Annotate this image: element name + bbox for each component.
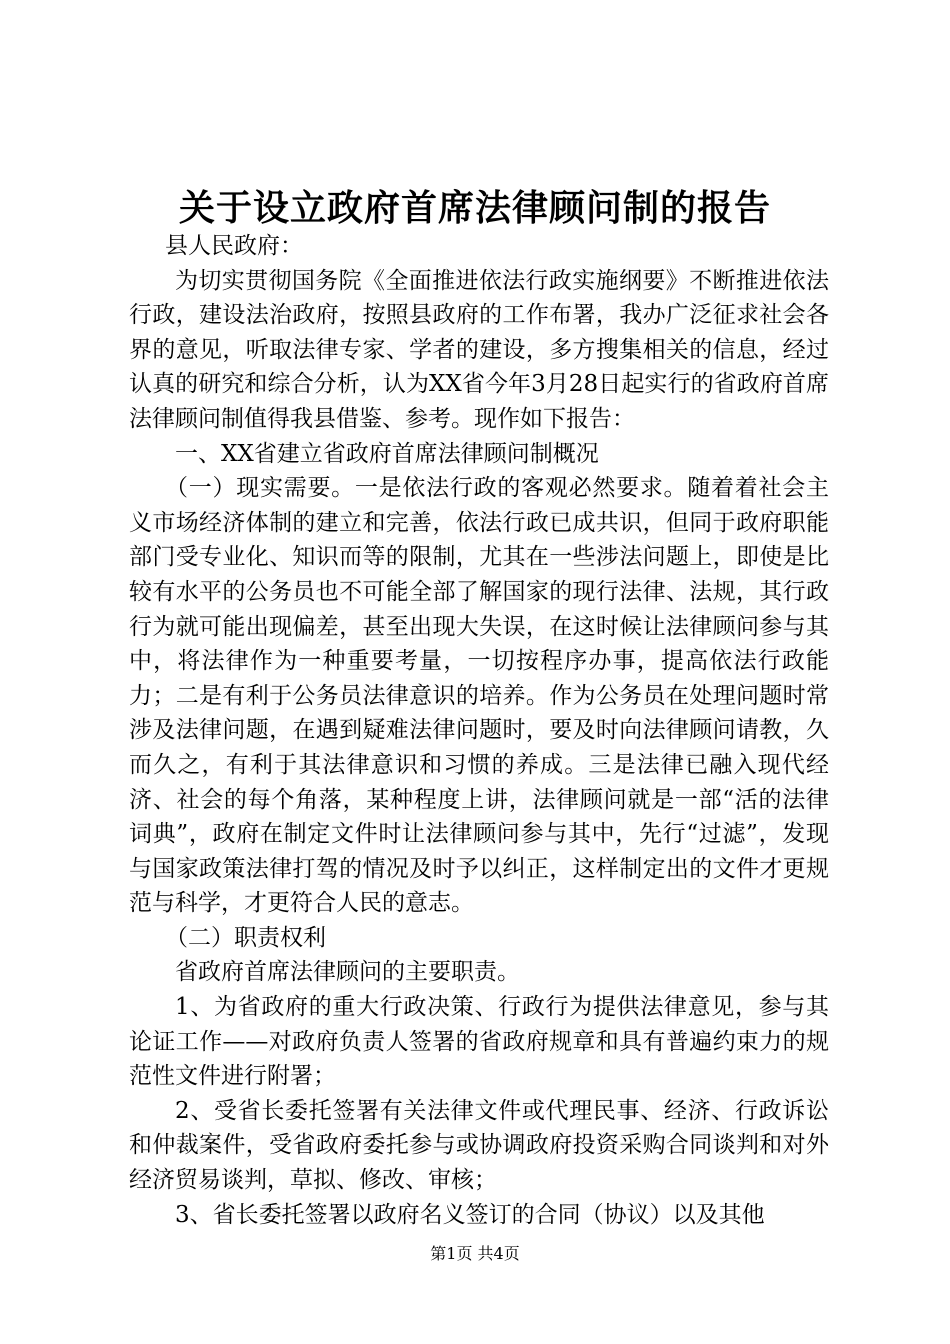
duty-item-2: 2、受省长委托签署有关法律文件或代理民事、经济、行政诉讼和仲裁案件，受省政府委托参与或协调政府投资采购合同谈判和对外经济贸易谈判，草拟、修改、审核； (129, 1097, 829, 1194)
subsection-1-paragraph: （一）现实需要。一是依法行政的客观必然要求。随着着社会主义市场经济体制的建立和完善，依法行政已成共识，但同于政府职能部门受专业化、知识而等的限制，尤其在一些涉法问题上，即使是比较有水平的公务员也不可能全部了解国家的现行法律、法规，其行政行为就可能出现偏差，甚至出现大失误，在这时候让法律顾问参与其中，将法律作为一种重要考量，一切按程序办事，提高依法行政能力；二是有利于公务员法律意识的培养。作为公务员在处理问题时常涉及法律问题，在遇到疑难法律问题时，要及时向法律顾问请教，久而久之，有利于其法律意识和习惯的养成。三是法律已融入现代经济、社会的每个角落，某种程度上讲，法律顾问就是一部“活的法律词典”，政府在制定文件时让法律顾问参与其中，先行“过滤”，发现与国家政策法律打驾的情况及时予以纠正，这样制定出的文件才更规范与科学，才更符合人民的意志。 (129, 475, 829, 917)
intro-paragraph: 为切实贯彻国务院《全面推进依法行政实施纲要》不断推进依法行政，建设法治政府，按照县政府的工作布署，我办广泛征求社会各界的意见，听取法律专家、学者的建设，多方搜集相关的信息，经过认真的研究和综合分析，认为XX省今年3月28日起实行的省政府首席法律顾问制值得我县借鉴、参考。现作如下报告： (129, 267, 829, 432)
salutation-paragraph: 县人民政府： (165, 233, 303, 259)
section-heading-1: 一、XX省建立省政府首席法律顾问制概况 (175, 440, 599, 467)
duty-item-3: 3、省长委托签署以政府名义签订的合同（协议）以及其他 (175, 1201, 765, 1228)
page-footer: 第1页 共4页 (430, 1244, 520, 1263)
subsection-heading-2: （二）职责权利 (165, 924, 326, 951)
duties-intro-paragraph: 省政府首席法律顾问的主要职责。 (175, 959, 520, 986)
document-title: 关于设立政府首席法律顾问制的报告 (178, 187, 771, 229)
document-body (129, 229, 829, 1232)
duty-item-1: 1、为省政府的重大行政决策、行政行为提供法律意见，参与其论证工作——对政府负责人签署的省政府规章和具有普遍约束力的规范性文件进行附署； (129, 994, 829, 1090)
